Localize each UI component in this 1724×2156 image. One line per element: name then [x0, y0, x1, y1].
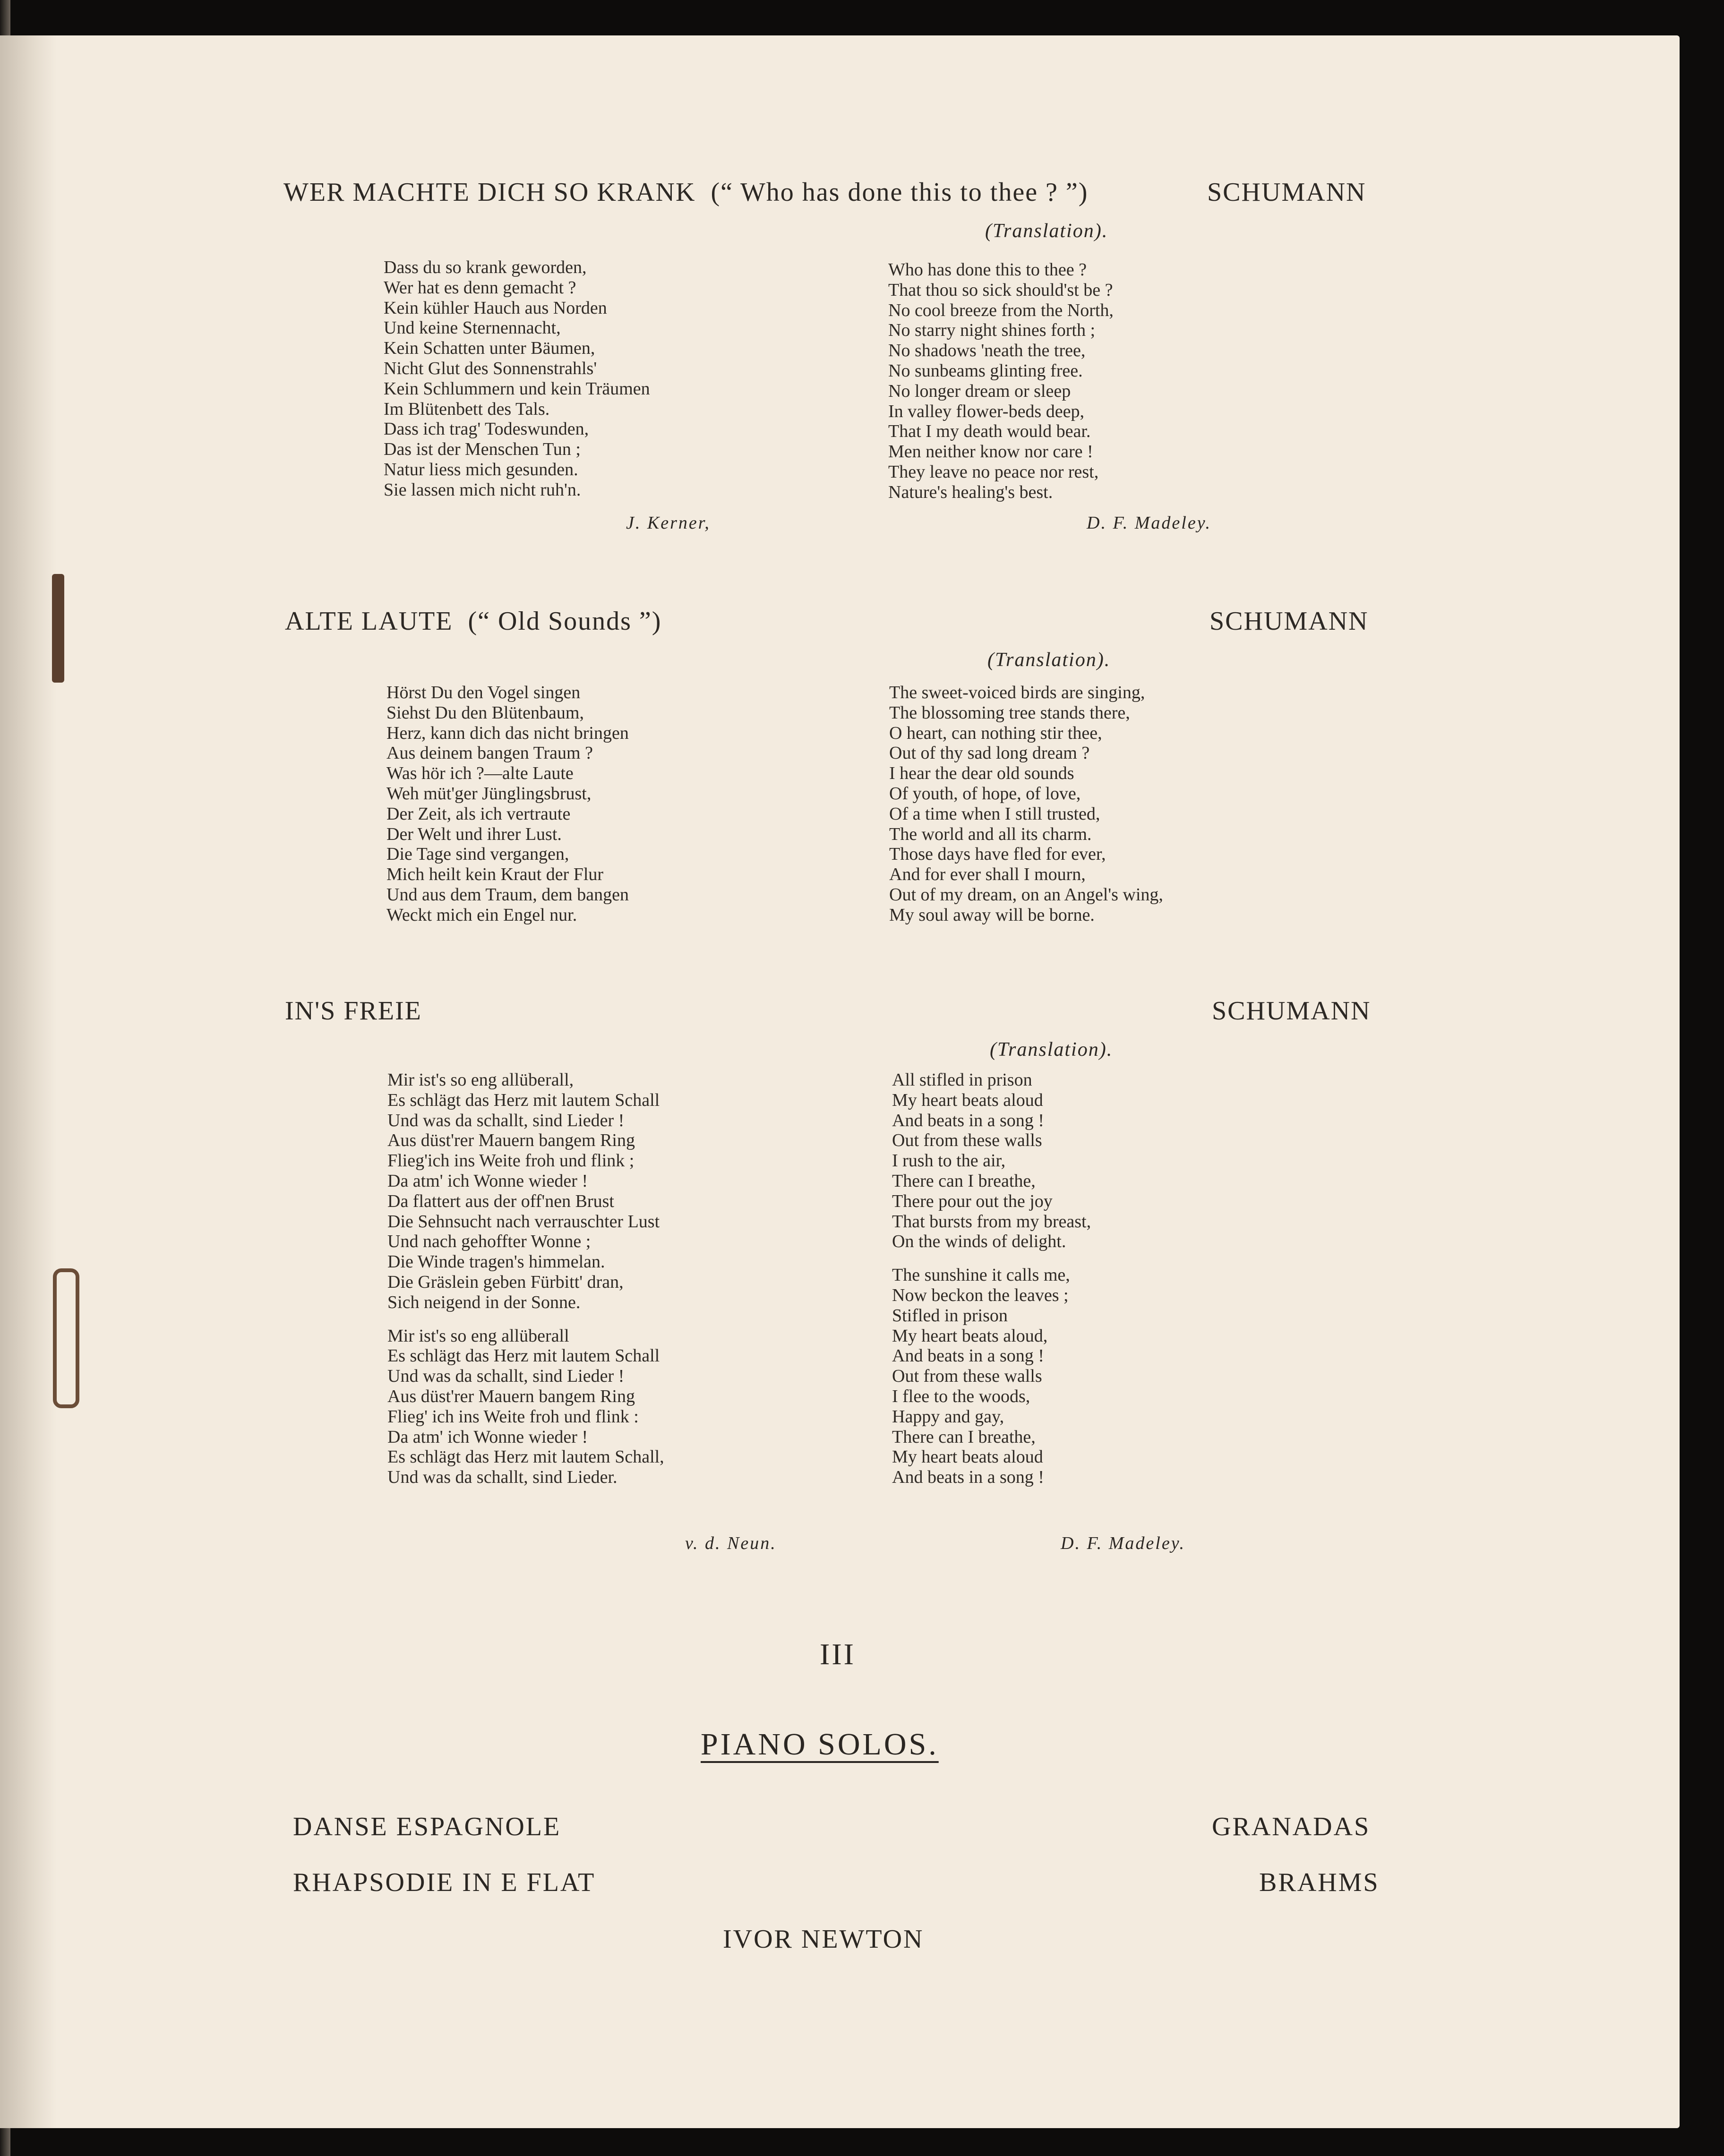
verse-line: Stifled in prison — [892, 1305, 1008, 1326]
verse-line: Weh müt'ger Jünglingsbrust, — [386, 783, 592, 804]
verse-line: Sie lassen mich nicht ruh'n. — [384, 479, 581, 500]
verse-line: The sunshine it calls me, — [892, 1265, 1070, 1285]
verse-line: My heart beats aloud — [892, 1090, 1043, 1110]
verse-line: Of youth, of hope, of love, — [889, 783, 1081, 804]
verse-line: Die Winde tragen's himmelan. — [387, 1252, 605, 1272]
verse-line: Men neither know nor care ! — [888, 442, 1093, 462]
verse-line: The blossoming tree stands there, — [889, 702, 1130, 723]
piece-title: DANSE ESPAGNOLE — [293, 1812, 561, 1841]
verse-line: Der Zeit, als ich vertraute — [386, 804, 571, 824]
verse-line: Those days have fled for ever, — [889, 844, 1106, 864]
verse-line: Out from these walls — [892, 1130, 1042, 1151]
verse-line: Dass ich trag' Todeswunden, — [384, 419, 589, 439]
verse-line: Flieg'ich ins Weite froh und flink ; — [387, 1151, 635, 1171]
song-composer: SCHUMANN — [1212, 996, 1371, 1026]
verse-line: Die Tage sind vergangen, — [386, 844, 569, 864]
verse-line: All stifled in prison — [892, 1070, 1032, 1090]
verse-line: No sunbeams glinting free. — [888, 360, 1083, 381]
verse-line: Kein kühler Hauch aus Norden — [384, 298, 607, 318]
verse-line: Das ist der Menschen Tun ; — [384, 439, 581, 460]
verse-line: There can I breathe, — [892, 1427, 1036, 1447]
verse-line: Wer hat es denn gemacht ? — [384, 277, 576, 298]
verse-line: Weckt mich ein Engel nur. — [386, 905, 577, 925]
verse-line: Natur liess mich gesunden. — [384, 459, 578, 479]
song-title: WER MACHTE DICH SO KRANK (“ Who has done this to thee ? ”) — [283, 178, 1089, 207]
translator: D. F. Madeley. — [1061, 1533, 1185, 1553]
verse-line: My soul away will be borne. — [889, 905, 1095, 925]
verse-line: Da atm' ich Wonne wieder ! — [387, 1427, 588, 1447]
section-number: III — [820, 1637, 856, 1671]
verse-line: That thou so sick should'st be ? — [888, 280, 1113, 300]
verse-line: Kein Schatten unter Bäumen, — [384, 338, 595, 359]
verse-line: On the winds of delight. — [892, 1232, 1066, 1252]
german-verse — [384, 257, 650, 500]
piece-composer: GRANADAS — [1212, 1812, 1371, 1841]
piece-title: RHAPSODIE IN E FLAT — [293, 1868, 596, 1897]
piece-composer: BRAHMS — [1259, 1868, 1380, 1897]
verse-line: That I my death would bear. — [888, 421, 1091, 442]
verse-line: There pour out the joy — [892, 1191, 1053, 1211]
german-author: v. d. Neun. — [685, 1533, 777, 1553]
verse-line: Aus düst'rer Mauern bangem Ring — [387, 1130, 635, 1151]
verse-line: Nicht Glut des Sonnenstrahls' — [384, 358, 597, 378]
translation-label: (Translation). — [987, 649, 1111, 671]
verse-line: Aus düst'rer Mauern bangem Ring — [387, 1386, 635, 1406]
verse-line: Die Sehnsucht nach verrauschter Lust — [387, 1211, 660, 1232]
verse-line: And beats in a song ! — [892, 1467, 1044, 1488]
song-title: IN'S FREIE — [285, 996, 422, 1026]
verse-line: In valley flower-beds deep, — [888, 401, 1084, 421]
verse-line: Und was da schallt, sind Lieder ! — [387, 1366, 625, 1386]
verse-line: Who has done this to thee ? — [888, 260, 1087, 280]
verse-line: Die Gräslein geben Fürbitt' dran, — [387, 1272, 624, 1292]
verse-line: Mir ist's so eng allüberall, — [387, 1070, 574, 1090]
song-english-title: (“ Old Sounds ”) — [468, 607, 662, 636]
binding-staple — [53, 1268, 79, 1408]
english-verse — [892, 1070, 1091, 1488]
german-verse — [386, 683, 629, 925]
verse-line: That bursts from my breast, — [892, 1211, 1091, 1232]
verse-line: Happy and gay, — [892, 1406, 1004, 1427]
verse-line: Of a time when I still trusted, — [889, 804, 1100, 824]
verse-line: Out of thy sad long dream ? — [889, 743, 1090, 763]
verse-line: O heart, can nothing stir thee, — [889, 723, 1102, 743]
translation-label: (Translation). — [990, 1039, 1113, 1061]
verse-line: Es schlägt das Herz mit lautem Schall — [387, 1346, 660, 1366]
english-verse — [889, 683, 1163, 925]
verse-line: I hear the dear old sounds — [889, 763, 1074, 784]
verse-line: And beats in a song ! — [892, 1110, 1044, 1130]
verse-line: Und was da schallt, sind Lieder. — [387, 1467, 618, 1488]
verse-line: No longer dream or sleep — [888, 381, 1071, 401]
verse-line: Dass du so krank geworden, — [384, 257, 587, 277]
verse-line: Und nach gehoffter Wonne ; — [387, 1232, 591, 1252]
song-title: ALTE LAUTE (“ Old Sounds ”) — [285, 607, 662, 636]
verse-line: And for ever shall I mourn, — [889, 864, 1086, 885]
verse-line: Out from these walls — [892, 1366, 1042, 1386]
verse-line: Aus deinem bangen Traum ? — [386, 743, 593, 763]
verse-line: No cool breeze from the North, — [888, 300, 1114, 320]
verse-line: Kein Schlummern und kein Träumen — [384, 378, 650, 399]
verse-line: There can I breathe, — [892, 1171, 1036, 1191]
verse-line: Mich heilt kein Kraut der Flur — [386, 864, 604, 885]
verse-line: Und keine Sternennacht, — [384, 318, 561, 338]
translator: D. F. Madeley. — [1087, 513, 1211, 533]
verse-line: No shadows 'neath the tree, — [888, 341, 1086, 361]
verse-line: Es schlägt das Herz mit lautem Schall — [387, 1090, 660, 1110]
verse-line: Nature's healing's best. — [888, 482, 1053, 502]
song-composer: SCHUMANN — [1207, 178, 1366, 207]
translation-label: (Translation). — [985, 220, 1108, 242]
performer: IVOR NEWTON — [723, 1925, 924, 1954]
verse-line: I flee to the woods, — [892, 1386, 1030, 1406]
verse-line: Sich neigend in der Sonne. — [387, 1292, 581, 1312]
verse-line: Mir ist's so eng allüberall — [387, 1326, 569, 1346]
verse-line: I rush to the air, — [892, 1151, 1006, 1171]
verse-line: Da atm' ich Wonne wieder ! — [387, 1171, 588, 1191]
verse-line: And beats in a song ! — [892, 1346, 1044, 1366]
programme-page — [0, 35, 1680, 2128]
verse-line: Out of my dream, on an Angel's wing, — [889, 884, 1163, 905]
verse-line: Im Blütenbett des Tals. — [384, 399, 550, 419]
verse-line: No starry night shines forth ; — [888, 320, 1096, 341]
piano-solos-heading: PIANO SOLOS. — [701, 1727, 939, 1762]
verse-line: My heart beats aloud, — [892, 1326, 1048, 1346]
verse-line: Es schlägt das Herz mit lautem Schall, — [387, 1447, 664, 1467]
binding-staple — [52, 574, 64, 683]
verse-line: Und was da schallt, sind Lieder ! — [387, 1110, 625, 1130]
verse-line: Flieg' ich ins Weite froh und flink : — [387, 1406, 639, 1427]
verse-line: Da flattert aus der off'nen Brust — [387, 1191, 614, 1211]
verse-line: My heart beats aloud — [892, 1447, 1043, 1467]
verse-line: They leave no peace nor rest, — [888, 462, 1099, 482]
verse-line: Was hör ich ?—alte Laute — [386, 763, 574, 784]
song-composer: SCHUMANN — [1209, 607, 1369, 636]
verse-line: Hörst Du den Vogel singen — [386, 683, 581, 702]
verse-line: Siehst Du den Blütenbaum, — [386, 702, 584, 723]
german-verse — [387, 1070, 664, 1488]
verse-line: Der Welt und ihrer Lust. — [386, 824, 562, 844]
verse-line: Und aus dem Traum, dem bangen — [386, 884, 629, 905]
verse-line: The world and all its charm. — [889, 824, 1092, 844]
german-author: J. Kerner, — [626, 513, 711, 533]
english-verse — [888, 260, 1114, 503]
verse-line: Now beckon the leaves ; — [892, 1285, 1069, 1305]
verse-line: The sweet-voiced birds are singing, — [889, 683, 1145, 702]
verse-line: Herz, kann dich das nicht bringen — [386, 723, 629, 743]
song-english-title: (“ Who has done this to thee ? ”) — [711, 178, 1089, 207]
